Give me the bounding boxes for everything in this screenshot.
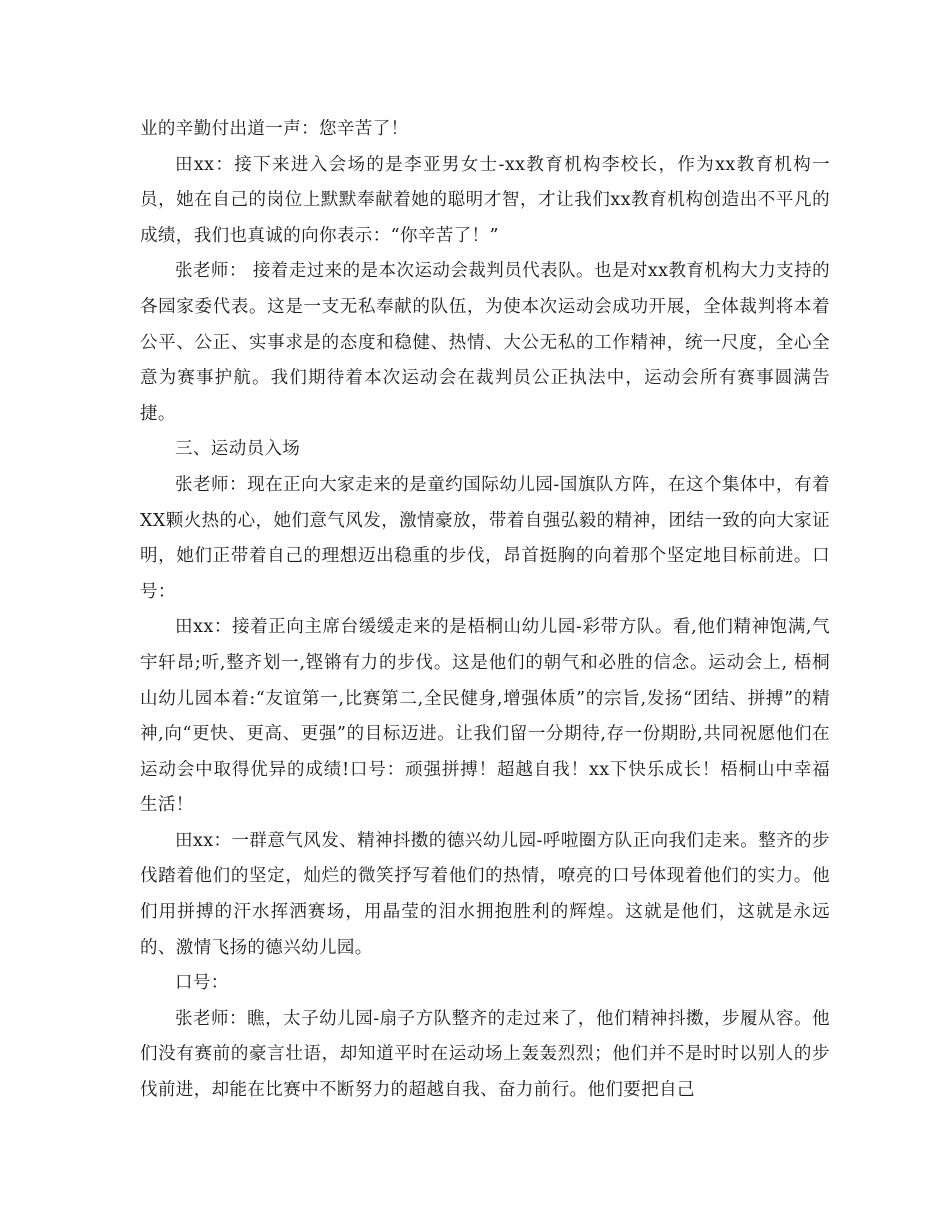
document-body [140, 112, 830, 1109]
paragraph-zhang-referees: 张老师： 接着走过来的是本次运动会裁判员代表队。也是对xx教育机构大力支持的各园家委代表。这是一支无私奉献的队伍，为使本次运动会成功开展，全体裁判将本着公平、公正、实事求是的态度和稳健、热情、大公无私的工作精神，统一尺度，全心全意为赛事护航。我们期待着本次运动会在裁判员公正执法中，运动会所有赛事圆满告捷。 [140, 261, 830, 424]
paragraph-tian-ribbon-team: 田xx：接着正向主席台缓缓走来的是梧桐山幼儿园-彩带方队。看,他们精神饱满,气宇轩昂;听,整齐划一,铿锵有力的步伐。这是他们的朝气和必胜的信念。运动会上, 梧桐山幼儿园本着:“友谊第一,比赛第二,全民健身,增强体质”的宗旨,发扬“团结、拼搏”的精神,向“更快、更高、更强”的目标迈进。让我们留一分期待,存一份期盼,共同祝愿他们在运动会中取得优异的成绩!口号：顽强拼搏！超越自我！xx下快乐成长！梧桐山中幸福生活！ [140, 617, 830, 816]
paragraph-zhang-flag-team: 张老师：现在正向大家走来的是童约国际幼儿园-国旗队方阵，在这个集体中，有着XX颗火热的心，她们意气风发，激情豪放，带着自强弘毅的精神，团结一致的向大家证明，她们正带着自己的理想迈出稳重的步伐，昂首挺胸的向着那个坚定地目标前进。口号： [140, 474, 830, 602]
section-heading-athletes-entry: 三、运动员入场 [175, 439, 301, 460]
paragraph-continuation: 业的辛勤付出道一声：您辛苦了！ [140, 119, 409, 139]
paragraph-slogan-label: 口号： [175, 973, 229, 994]
paragraph-zhang-fan-team: 张老师：瞧，太子幼儿园-扇子方队整齐的走过来了，他们精神抖擞，步履从容。他们没有赛前的豪言壮语，却知道平时在运动场上轰轰烈烈；他们并不是时时以别人的步伐前进，却能在比赛中不断努力的超越自我、奋力前行。他们要把自己 [140, 1008, 830, 1101]
paragraph-tian-hoop-team: 田xx：一群意气风发、精神抖擞的德兴幼儿园-呼啦圈方队正向我们走来。整齐的步伐踏着他们的坚定，灿烂的微笑抒写着他们的热情，嘹亮的口号体现着他们的实力。他们用拼搏的汗水挥洒赛场，用晶莹的泪水拥抱胜利的辉煌。这就是他们，这就是永远的、激情飞扬的德兴幼儿园。 [140, 830, 830, 958]
paragraph-tian-intro-principal: 田xx：接下来进入会场的是李亚男女士-xx教育机构李校长，作为xx教育机构一员，她在自己的岗位上默默奉献着她的聪明才智，才让我们xx教育机构创造出不平凡的成绩，我们也真诚的向你表示：“你辛苦了！” [140, 154, 830, 246]
